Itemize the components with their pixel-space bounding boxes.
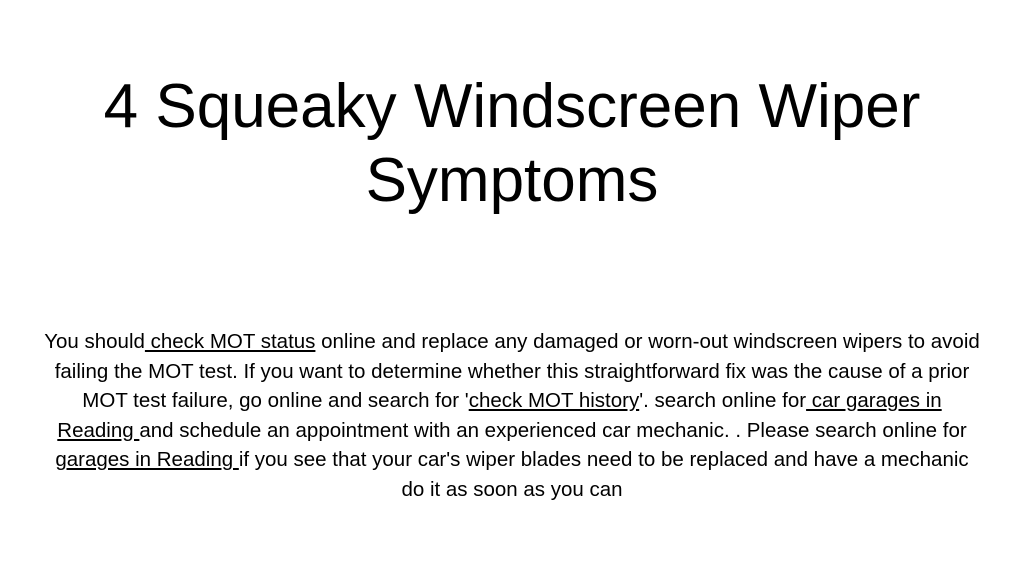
paragraph-text-1: You should: [44, 330, 145, 353]
slide-paragraph: [44, 327, 980, 504]
paragraph-text-2: online and replace any damaged or worn-out windscreen wipers to avoid failing the MOT test. If you want to determine whether this straightforward fix was the cause of a prior MOT test failure, go online and search for ': [54, 330, 980, 412]
slide-title: 4 Squeaky Windscreen Wiper Symptoms: [103, 72, 921, 215]
car-garages-in-reading-link[interactable]: car garages in Reading: [57, 389, 942, 442]
paragraph-text-4: and schedule an appointment with an experienced car mechanic. . Please search online for: [139, 418, 967, 442]
paragraph-text-5: if you see that your car's wiper blades need to be replaced and have a mechanic do it as soon as you can: [238, 448, 969, 501]
paragraph-text-3: '. search online for: [639, 389, 807, 412]
garages-in-reading-link[interactable]: garages in Reading: [55, 448, 239, 471]
check-mot-history-link[interactable]: check MOT history: [468, 389, 640, 412]
check-mot-status-link[interactable]: check MOT status: [144, 330, 316, 353]
